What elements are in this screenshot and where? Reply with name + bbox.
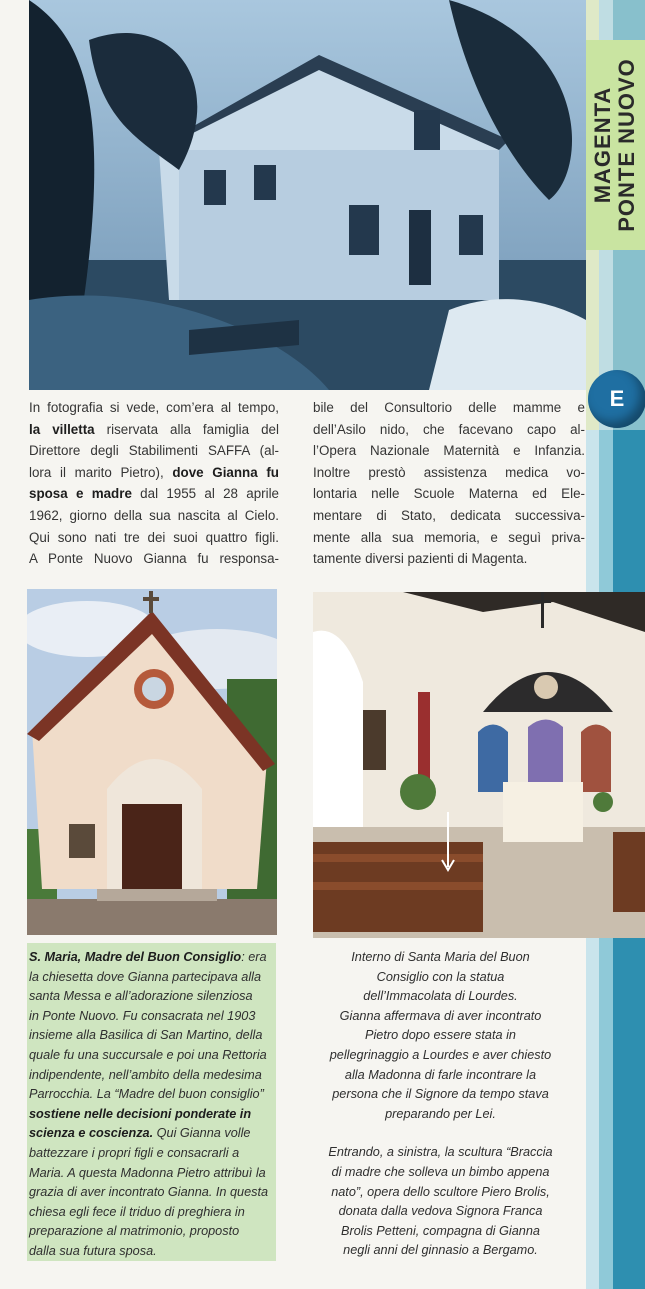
intro-column-1: [29, 397, 279, 570]
col2-line: mente alla sua memoria, e seguì priva-: [313, 529, 585, 545]
caption-line: Maria. A questa Madonna Pietro attribuì la: [29, 1165, 266, 1180]
caption-line-part: : era: [241, 950, 267, 964]
caption-line: Parrocchia. La “Madre del buon consiglio”: [29, 1087, 264, 1102]
col2-line: Inoltre prestò assistenza medica vo-: [313, 464, 585, 480]
caption-title: S. Maria, Madre del Buon Consiglio: [29, 950, 242, 964]
section-badge: E: [588, 370, 645, 428]
intro-line: Qui sono nati tre dei suoi quattro figli.: [29, 529, 279, 545]
caption-line: donata dalla vedova Signora Franca: [338, 1204, 543, 1219]
intro-line: [29, 462, 279, 484]
chapel-caption: [29, 948, 275, 1262]
caption-line: in Ponte Nuovo. Fu consacrata nel 1903: [29, 1008, 256, 1023]
paragraph-gap: [318, 1124, 563, 1143]
col2-line: tamente diversi pazienti di Magenta.: [313, 551, 528, 567]
col2-line: lontaria nelle Scuole Materna ed Ele-: [313, 486, 585, 502]
caption-line: Gianna affermava di aver incontrato: [339, 1008, 542, 1023]
intro-line: A Ponte Nuovo Gianna fu responsa-: [29, 551, 279, 567]
caption-line: preparando per Lei.: [385, 1106, 496, 1121]
intro-line-part: lora il marito Pietro),: [29, 464, 164, 480]
caption-line: grazia di aver incontrato Gianna. In questa: [29, 1185, 269, 1200]
caption-line: negli anni del ginnasio a Bergamo.: [343, 1243, 538, 1258]
caption-line: indipendente, nell’ambito della medesima: [29, 1067, 262, 1082]
caption-line: pellegrinaggio a Lourdes e aver chiesto: [329, 1047, 552, 1062]
caption-line: la chiesetta dove Gianna partecipava alla: [29, 969, 262, 984]
caption-bold: sostiene nelle decisioni ponderate in: [29, 1106, 252, 1121]
intro-line-part: dal 1955 al 28 aprile: [140, 486, 279, 502]
intro-line: 1962, giorno della sua nascita al Cielo.: [29, 507, 279, 523]
caption-line: di madre che solleva un bimbo appena: [331, 1164, 550, 1179]
caption-line: battezzare i propri figli e consacrarli a: [29, 1145, 240, 1160]
intro-line-part: riservata alla famiglia del: [106, 421, 279, 437]
bold-dove-1: dove Gianna fu: [172, 464, 279, 480]
caption-line: Entrando, a sinistra, la scultura “Braccia: [328, 1145, 553, 1160]
caption-line: [29, 948, 275, 968]
caption-line: chiesa egli fece il triduo di preghiera in: [29, 1204, 245, 1219]
caption-line: persona che il Signore da tempo stava: [332, 1087, 549, 1102]
col2-line: dell’Asilo nido, che facevano capo al-: [313, 421, 585, 437]
intro-line: [29, 483, 279, 505]
bold-dove-2: sposa e madre: [29, 486, 132, 502]
caption-line: [29, 1105, 275, 1125]
caption-line-part: Qui Gianna volle: [153, 1126, 251, 1141]
intro-line: Direttore degli Stabilimenti SAFFA (al-: [29, 443, 279, 459]
caption-line: alla Madonna di farle incontrare la: [344, 1067, 537, 1082]
caption-line: Consiglio con la statua: [376, 969, 505, 984]
caption-line: dell’Immacolata di Lourdes.: [363, 989, 518, 1004]
caption-bold: scienza e coscienza.: [29, 1126, 154, 1141]
caption-line: dalla sua futura sposa.: [29, 1243, 157, 1258]
bold-villetta: la villetta: [29, 421, 95, 437]
caption-line: [29, 1124, 275, 1144]
chapel-photo: [27, 589, 277, 935]
church-interior-photo: [313, 592, 645, 938]
caption-line: santa Messa e all’adorazione silenziosa: [29, 989, 253, 1004]
caption-line: Pietro dopo essere stata in: [365, 1028, 516, 1043]
caption-line: Brolis Petteni, compagna di Gianna: [341, 1223, 540, 1238]
interior-caption: [318, 948, 563, 1261]
col2-line: mentare di Stato, dedicata successiva-: [313, 507, 585, 523]
intro-line: [29, 419, 279, 441]
caption-line: quale fu una succursale e poi una Rettoria: [29, 1047, 267, 1062]
caption-line: insieme alla Basilica di San Martino, della: [29, 1028, 263, 1043]
side-title-line2: PONTE NUOVO: [614, 58, 640, 232]
side-title-line1: MAGENTA: [590, 86, 616, 204]
col2-line: l’Opera Nazionale Maternità e Infanzia.: [313, 443, 585, 459]
villa-photo: [29, 0, 586, 390]
caption-line: Interno di Santa Maria del Buon: [351, 950, 530, 964]
intro-column-2: [313, 397, 585, 570]
caption-line: nato”, opera dello scultore Piero Brolis,: [331, 1184, 550, 1199]
caption-line: preparazione al matrimonio, proposto: [29, 1224, 240, 1239]
side-title-label: [584, 40, 645, 250]
intro-line: In fotografia si vede, com’era al tempo,: [29, 400, 279, 415]
col2-line: bile del Consultorio delle mamme e: [313, 400, 585, 415]
